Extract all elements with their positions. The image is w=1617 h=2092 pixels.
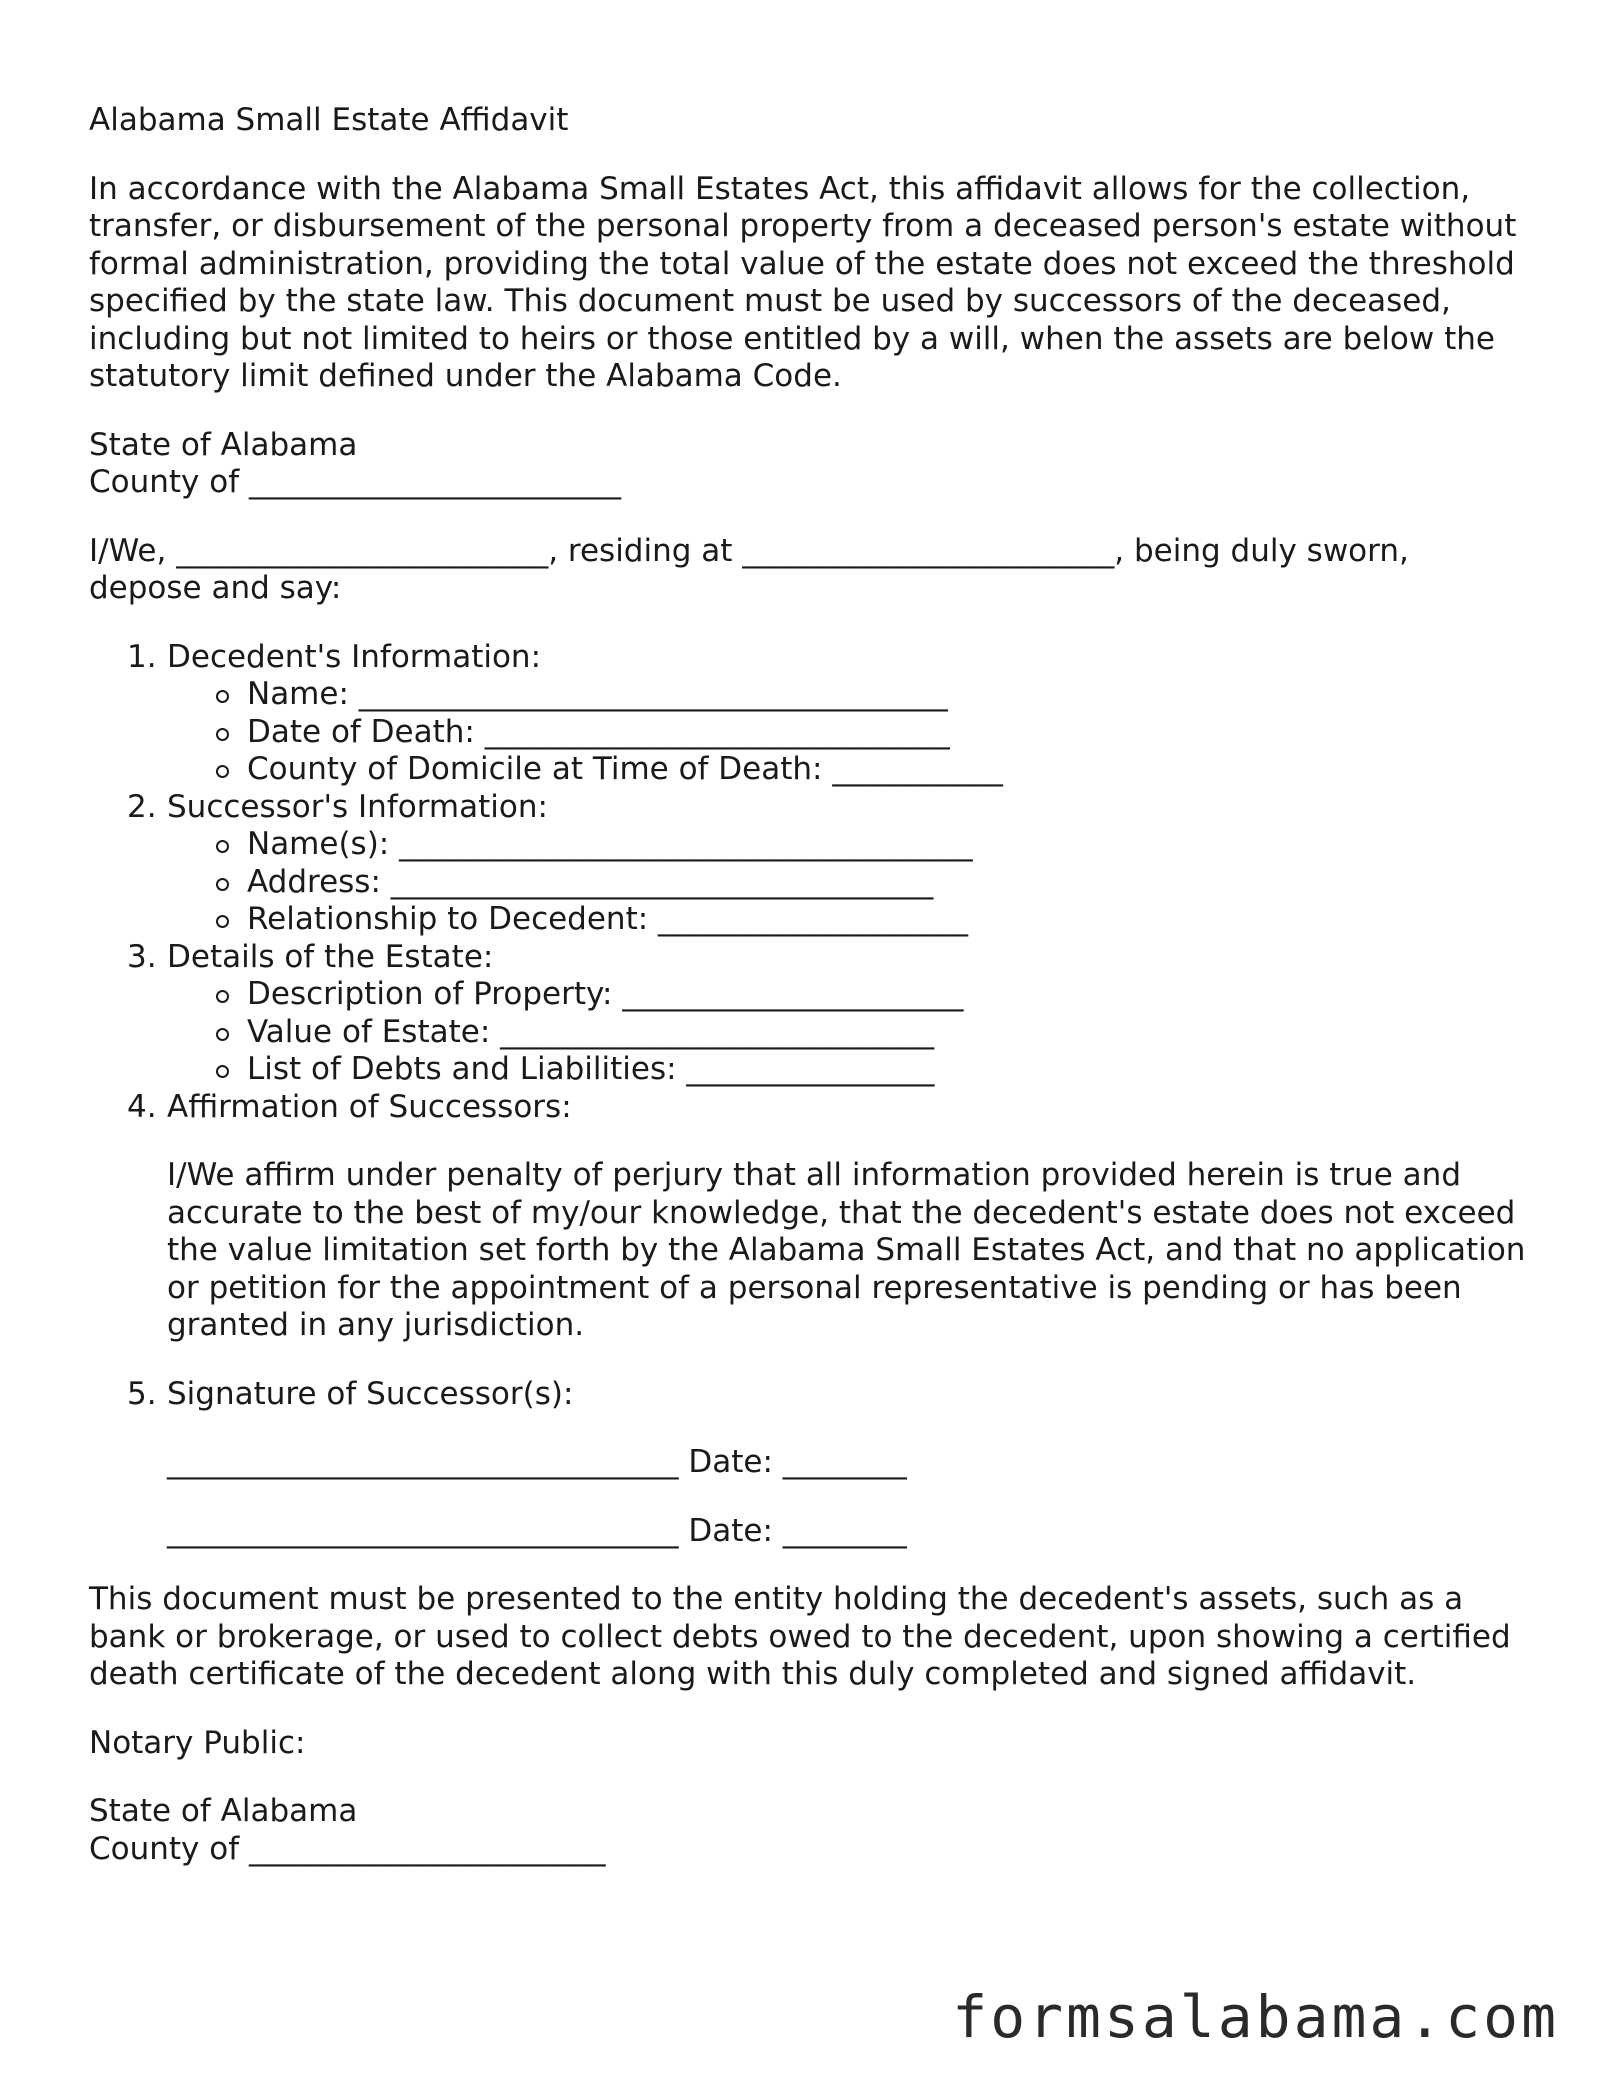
section-number: 4. [127,1088,157,1125]
section-successor-information [89,789,1529,939]
field-decedent-name: Name: ______________________________________ [167,676,1529,714]
venue-block [89,427,1529,502]
intro-paragraph: In accordance with the Alabama Small Estates Act, this affidavit allows for the collection, transfer, or disbursement of the personal property from a deceased person's estate without formal administration, providing the total value of the estate does not exceed the threshold specified by the state law. This document must be used by successors of the deceased, including but not limited to heirs or those entitled by a will, when the assets are below the statutory limit defined under the Alabama Code. [89,170,1517,394]
section-number: 1. [127,638,157,675]
venue-state: State of Alabama [89,426,358,463]
bullet-icon [216,990,229,1003]
section-estate-details [89,939,1529,1089]
field-debts-liabilities: List of Debts and Liabilities: ________________ [167,1051,1529,1089]
field-successor-address: Address: ___________________________________ [167,864,1529,902]
bullet-icon [216,728,229,741]
field-list [167,826,1529,939]
oath-paragraph: I/We, ________________________, residing at ________________________, being duly sworn, depose and say: [89,532,1409,606]
section-heading: Affirmation of Successors: [167,1088,572,1125]
signature-lines [167,1444,1529,1550]
section-signature [89,1376,1529,1551]
notary-county-field: County of _______________________ [89,1830,606,1867]
affidavit-document [89,102,1529,1868]
section-affirmation [89,1089,1529,1345]
field-county-of-domicile: County of Domicile at Time of Death: ___________ [167,751,1529,789]
bullet-icon [216,765,229,778]
section-decedent-information [89,639,1529,789]
field-successor-names: Name(s): _____________________________________ [167,826,1529,864]
field-estate-value: Value of Estate: ____________________________ [167,1014,1529,1052]
closing-paragraph: This document must be presented to the entity holding the decedent's assets, such as a bank or brokerage, or used to collect debts owed to the decedent, upon showing a certified death certificate of the decedent along with this duly completed and signed affidavit. [89,1581,1511,1692]
field-date-of-death: Date of Death: ______________________________ [167,714,1529,752]
section-heading: Details of the Estate: [167,938,494,975]
bullet-icon [216,915,229,928]
section-heading: Successor's Information: [167,788,548,825]
signature-date-line: _________________________________ Date: ________ [167,1512,907,1549]
bullet-icon [216,1065,229,1078]
document-title: Alabama Small Estate Affidavit [89,102,569,138]
signature-date-line: _________________________________ Date: ________ [167,1444,907,1480]
bullet-icon [216,878,229,891]
field-list [167,676,1529,789]
field-relationship: Relationship to Decedent: ____________________ [167,901,1529,939]
section-number: 5. [127,1375,157,1412]
bullet-icon [216,1028,229,1041]
section-heading: Decedent's Information: [167,638,542,675]
affidavit-sections [89,639,1529,1551]
notary-label: Notary Public: [89,1724,306,1761]
venue-county-field: County of ________________________ [89,464,621,500]
affirmation-paragraph: I/We affirm under penalty of perjury that all information provided herein is true and accurate to the best of my/our knowledge, that the decedent's estate does not exceed the value limitation set forth by the Alabama Small Estates Act, and that no application or petition for the appointment of a personal representative is pending or has been granted in any jurisdiction. [167,1157,1526,1343]
notary-venue-block [89,1793,1529,1868]
bullet-icon [216,690,229,703]
field-list [167,976,1529,1089]
watermark-text: formsalabama.com [952,1983,1559,2051]
section-number: 2. [127,788,157,825]
section-heading: Signature of Successor(s): [167,1375,574,1412]
section-number: 3. [127,938,157,975]
notary-state: State of Alabama [89,1793,358,1829]
bullet-icon [216,840,229,853]
field-property-description: Description of Property: ______________________ [167,976,1529,1014]
